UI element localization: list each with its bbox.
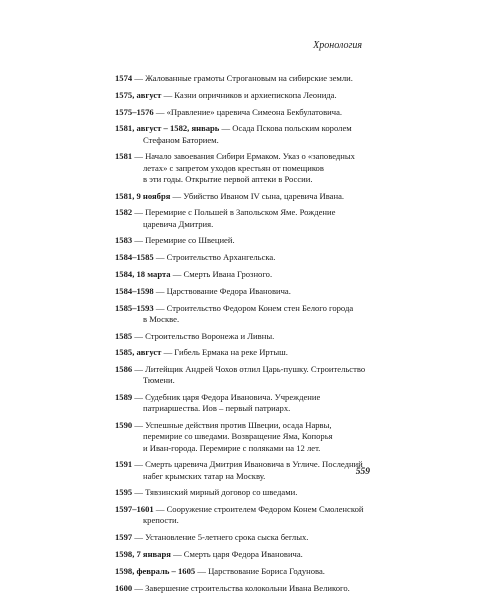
entry-date: 1575–1576	[115, 106, 154, 117]
entry-date: 1581, 9 ноября	[115, 190, 171, 201]
page-number: 559	[355, 467, 370, 477]
chronology-entry	[115, 303, 375, 325]
chronology-entry	[115, 364, 375, 386]
chronology-entry	[115, 286, 375, 297]
chronology-entry	[115, 532, 375, 543]
entry-text: — Установление 5-летнего срока сыска беглых.	[134, 532, 309, 543]
entry-text: — «Правление» царевича Симеона Бекбулатовича.	[155, 106, 343, 117]
entry-line	[115, 269, 375, 280]
entry-line	[115, 549, 375, 560]
entry-text: — Строительство Федором Конем стен Белого города	[155, 302, 354, 313]
entry-line	[115, 375, 375, 386]
entry-date: 1590	[115, 420, 133, 431]
entry-text: летах» с запретом уходов крестьян от помещиков	[143, 162, 324, 173]
entry-line	[115, 431, 375, 442]
entry-line	[115, 123, 375, 134]
entry-line	[115, 303, 375, 314]
entry-line	[115, 347, 375, 358]
entry-date: 1589	[115, 392, 133, 403]
entry-text: — Литейщик Андрей Чохов отлил Царь-пушку. Строительство	[134, 364, 366, 375]
chronology-entry	[115, 331, 375, 342]
entry-line	[115, 286, 375, 297]
entry-text: — Строительство Воронежа и Ливны.	[134, 330, 275, 341]
entry-line	[115, 174, 375, 185]
chronology-list	[115, 73, 375, 599]
chronology-entry	[115, 235, 375, 246]
chronology-entry	[115, 269, 375, 280]
entry-date: 1598, 7 января	[115, 548, 171, 559]
chronology-entry	[115, 392, 375, 414]
entry-line	[115, 583, 375, 594]
chronology-entry	[115, 420, 375, 454]
entry-date: 1585	[115, 330, 133, 341]
entry-text: в Москве.	[143, 313, 180, 324]
chronology-entry	[115, 207, 375, 229]
entry-text: в эти годы. Открытие первой аптеки в России.	[143, 173, 313, 184]
entry-text: — Царствование Бориса Годунова.	[197, 565, 325, 576]
entry-line	[115, 471, 375, 482]
entry-date: 1597	[115, 532, 133, 543]
entry-line	[115, 163, 375, 174]
entry-line	[115, 331, 375, 342]
entry-date: 1581, август – 1582, январь	[115, 123, 220, 134]
entry-text: — Казни опричников и архиепископа Леонида.	[163, 89, 337, 100]
entry-text: крепости.	[143, 515, 179, 526]
chronology-entry	[115, 252, 375, 263]
chronology-entry	[115, 191, 375, 202]
entry-text: — Царствование Федора Ивановича.	[155, 285, 291, 296]
entry-text: — Перемирие со Швецией.	[134, 235, 235, 246]
chronology-entry	[115, 123, 375, 145]
entry-text: перемирие со шведами. Возвращение Яма, Копорья	[143, 431, 333, 442]
entry-date: 1582	[115, 207, 133, 218]
entry-date: 1591	[115, 459, 133, 470]
entry-date: 1575, август	[115, 89, 162, 100]
entry-date: 1583	[115, 235, 133, 246]
entry-line	[115, 252, 375, 263]
entry-date: 1581	[115, 151, 133, 162]
entry-line	[115, 107, 375, 118]
entry-line	[115, 207, 375, 218]
entry-line	[115, 191, 375, 202]
running-head: Хронология	[313, 40, 362, 51]
chronology-entry	[115, 566, 375, 577]
entry-text: — Сооружение строителем Федором Конем Смоленской	[155, 504, 364, 515]
entry-line	[115, 364, 375, 375]
entry-date: 1598, февраль – 1605	[115, 565, 196, 576]
entry-line	[115, 235, 375, 246]
chronology-entry	[115, 459, 375, 481]
chronology-entry	[115, 107, 375, 118]
chronology-entry	[115, 73, 375, 84]
entry-line	[115, 515, 375, 526]
entry-line	[115, 504, 375, 515]
chronology-entry	[115, 90, 375, 101]
chronology-entry	[115, 487, 375, 498]
entry-text: — Смерть царевича Дмитрия Ивановича в Угличе. Последний	[134, 459, 363, 470]
entry-date: 1584–1598	[115, 285, 154, 296]
entry-text: — Строительство Архангельска.	[155, 252, 276, 263]
entry-date: 1584, 18 марта	[115, 268, 171, 279]
entry-text: — Осада Пскова польским королем	[221, 123, 352, 134]
entry-date: 1600	[115, 582, 133, 593]
entry-line	[115, 219, 375, 230]
entry-text: и Иван-города. Перемирие с поляками на 12 лет.	[143, 442, 321, 453]
entry-date: 1585, август	[115, 347, 162, 358]
entry-line	[115, 90, 375, 101]
entry-text: — Судебник царя Федора Ивановича. Учреждение	[134, 392, 321, 403]
entry-line	[115, 566, 375, 577]
entry-line	[115, 73, 375, 84]
entry-text: — Убийство Иваном IV сына, царевича Ивана.	[172, 190, 345, 201]
entry-line	[115, 487, 375, 498]
entry-line	[115, 443, 375, 454]
entry-line	[115, 151, 375, 162]
entry-date: 1597–1601	[115, 504, 154, 515]
entry-text: — Смерть царя Федора Ивановича.	[173, 548, 303, 559]
entry-text: — Смерть Ивана Грозного.	[172, 268, 273, 279]
entry-text: — Жалованные грамоты Строгановым на сибирские земли.	[134, 73, 353, 83]
entry-date: 1585–1593	[115, 302, 154, 313]
entry-text: патриаршества. Иов – первый патриарх.	[143, 403, 291, 414]
entry-text: — Завершение строительства колокольни Ивана Великого.	[134, 582, 350, 593]
entry-line	[115, 392, 375, 403]
chronology-entry	[115, 347, 375, 358]
entry-date: 1574	[115, 73, 133, 83]
entry-line	[115, 403, 375, 414]
entry-line	[115, 532, 375, 543]
entry-text: — Гибель Ермака на реке Иртыш.	[163, 347, 288, 358]
entry-text: Стефаном Баторием.	[143, 134, 219, 145]
entry-line	[115, 459, 375, 470]
entry-date: 1584–1585	[115, 252, 154, 263]
entry-text: царевича Дмитрия.	[143, 218, 214, 229]
chronology-entry	[115, 549, 375, 560]
entry-line	[115, 314, 375, 325]
entry-date: 1586	[115, 364, 133, 375]
entry-text: Тюмени.	[143, 375, 175, 386]
entry-text: — Успешные действия против Швеции, осада Нарвы,	[134, 420, 332, 431]
entry-date: 1595	[115, 487, 133, 498]
chronology-entry	[115, 504, 375, 526]
entry-line	[115, 420, 375, 431]
chronology-entry	[115, 151, 375, 185]
entry-text: — Перемирие с Польшей в Запольском Яме. Рождение	[134, 207, 336, 218]
entry-text: — Начало завоевания Сибири Ермаком. Указ о «заповедных	[134, 151, 355, 162]
entry-text: набег крымских татар на Москву.	[143, 470, 266, 481]
entry-text: — Тявзинский мирный договор со шведами.	[134, 487, 298, 498]
entry-line	[115, 135, 375, 146]
chronology-entry	[115, 583, 375, 594]
